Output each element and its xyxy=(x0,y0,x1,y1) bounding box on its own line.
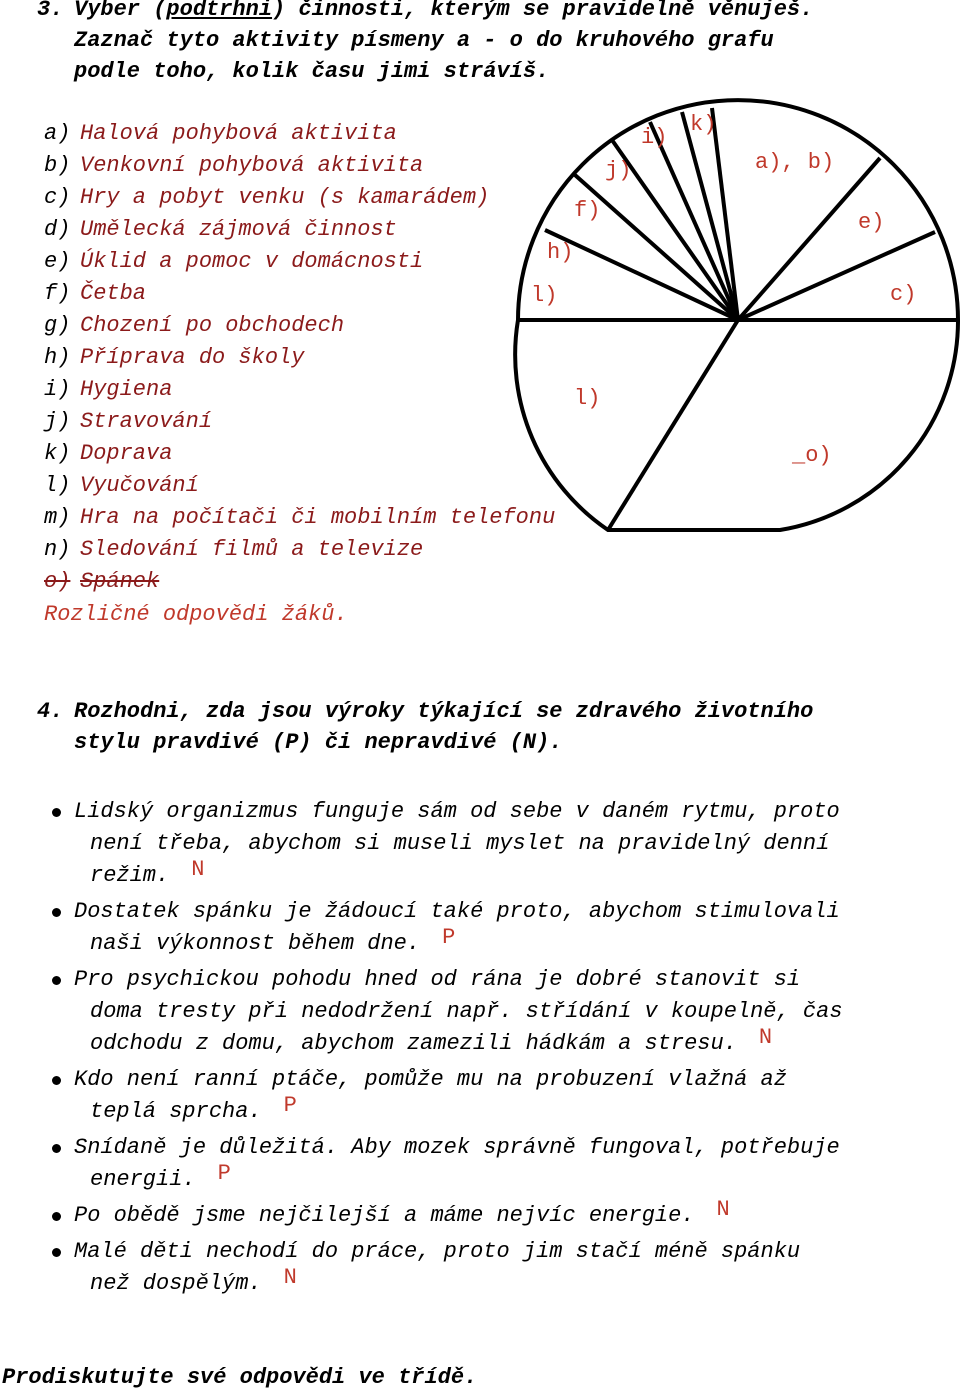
answer-mark: N xyxy=(758,1025,773,1050)
bullet-dot xyxy=(52,808,61,817)
activity-text: Hra na počítači či mobilním telefonu xyxy=(80,505,556,530)
pie-divider xyxy=(738,158,880,320)
answer-mark: P xyxy=(442,925,456,950)
pie-label-f: f) xyxy=(574,198,601,223)
statement-line: než dospělým. N xyxy=(90,1265,297,1296)
pie-label-ab: a), b) xyxy=(755,150,835,175)
statement xyxy=(74,1197,730,1232)
pie-divider xyxy=(575,175,738,320)
bullet-dot xyxy=(52,976,61,985)
task3-line3: podle toho, kolik času jimi strávíš. xyxy=(74,59,550,84)
task4-line1: Rozhodni, zda jsou výroky týkající se zdravého životního xyxy=(74,699,814,724)
bullet-dot xyxy=(52,1212,61,1221)
activity-text: Spánek xyxy=(80,569,160,594)
answer-mark: P xyxy=(283,1093,297,1118)
statement-line: Snídaně je důležitá. Aby mozek správně fungoval, potřebuje xyxy=(74,1135,840,1160)
pie-label-k: k) xyxy=(690,112,717,137)
task4-line2: stylu pravdivé (P) či nepravdivé (N). xyxy=(74,730,563,755)
statement-line: není třeba, abychom si museli myslet na pravidelný denní xyxy=(90,831,830,856)
answer-mark: N xyxy=(191,857,205,882)
answer-mark: N xyxy=(283,1265,297,1290)
activity-letter: e) xyxy=(44,249,71,274)
footer-note: Prodiskutujte své odpovědi ve třídě. xyxy=(2,1365,478,1390)
pie-label-l-bottom: l) xyxy=(574,386,601,411)
underline-word: podtrhni xyxy=(166,0,273,22)
pie-divider xyxy=(608,320,738,530)
activity-text: Umělecká zájmová činnost xyxy=(80,217,397,242)
activity-letter: b) xyxy=(44,153,71,178)
activity-text: Úklid a pomoc v domácnosti xyxy=(80,249,424,274)
statement xyxy=(74,896,840,960)
answer-note: Rozličné odpovědi žáků. xyxy=(44,602,348,627)
activity-text: Doprava xyxy=(80,441,173,466)
activity-text: Hry a pobyt venku (s kamarádem) xyxy=(80,185,490,210)
activity-letter: a) xyxy=(44,121,71,146)
activity-text: Četba xyxy=(80,281,147,306)
pie-label-l-top: l) xyxy=(531,283,558,308)
statement-line: teplá sprcha. P xyxy=(90,1093,297,1124)
pie-label-o: _o) xyxy=(792,443,832,468)
statement-line: energii. P xyxy=(90,1161,231,1192)
activity-letter: m) xyxy=(44,505,71,530)
statement-line: Kdo není ranní ptáče, pomůže mu na probuzení vlažná až xyxy=(74,1067,787,1092)
task4-number: 4. xyxy=(37,699,64,724)
activity-text: Chození po obchodech xyxy=(80,313,345,338)
answer-mark: P xyxy=(217,1161,231,1186)
statement-line: režim. N xyxy=(90,857,205,888)
bullet-dot xyxy=(52,1248,61,1257)
bullet-dot xyxy=(52,1076,61,1085)
pie-label-h: h) xyxy=(547,240,574,265)
activity-letter: h) xyxy=(44,345,71,370)
activity-text: Hygiena xyxy=(80,377,173,402)
activity-letter: g) xyxy=(44,313,71,338)
statement xyxy=(74,964,843,1060)
pie-label-c: c) xyxy=(890,282,917,307)
statement xyxy=(74,796,840,892)
statement-line: Po obědě jsme nejčilejší a máme nejvíc energie. N xyxy=(74,1197,730,1228)
activity-letter: o) xyxy=(44,569,71,594)
activity-text: Venkovní pohybová aktivita xyxy=(80,153,424,178)
activity-letter: j) xyxy=(44,409,71,434)
activity-letter: c) xyxy=(44,185,71,210)
activity-letter: k) xyxy=(44,441,71,466)
activity-letter: l) xyxy=(44,473,71,498)
activity-text: Halová pohybová aktivita xyxy=(80,121,397,146)
statement xyxy=(74,1236,800,1300)
task3-line2: Zaznač tyto aktivity písmeny a - o do kruhového grafu xyxy=(74,28,774,53)
statement xyxy=(74,1132,840,1196)
pie-label-i: i) xyxy=(641,125,668,150)
activity-letter: d) xyxy=(44,217,71,242)
statement xyxy=(74,1064,787,1128)
task4-heading xyxy=(37,696,814,758)
activity-text: Sledování filmů a televize xyxy=(80,537,424,562)
activity-text: Vyučování xyxy=(80,473,199,498)
activity-text: Příprava do školy xyxy=(80,345,305,370)
statement-line: Dostatek spánku je žádoucí také proto, abychom stimulovali xyxy=(74,899,840,924)
statement-line: Lidský organizmus funguje sám od sebe v daném rytmu, proto xyxy=(74,799,840,824)
statement-line: doma tresty při nedodržení např. střídání v koupelně, čas xyxy=(90,999,843,1024)
statement-line: Pro psychickou pohodu hned od rána je dobré stanovit si xyxy=(74,967,801,992)
pie-label-e: e) xyxy=(858,210,885,235)
activity-letter: i) xyxy=(44,377,71,402)
activity-letter: n) xyxy=(44,537,71,562)
statement-line: odchodu z domu, abychom zamezili hádkám a stresu. N xyxy=(90,1025,773,1056)
task3-number: 3. xyxy=(37,0,64,22)
activity-letter: f) xyxy=(44,281,71,306)
activity-text: Stravování xyxy=(80,409,213,434)
task3-line1: Vyber (podtrhni) činnosti, kterým se pravidelně věnuješ. xyxy=(74,0,813,25)
pie-divider xyxy=(545,230,738,320)
answer-mark: N xyxy=(716,1197,730,1222)
pie-label-j: j) xyxy=(605,158,632,183)
bullet-dot xyxy=(52,908,61,917)
statement-line: Malé děti nechodí do práce, proto jim stačí méně spánku xyxy=(74,1239,801,1264)
statement-line: naši výkonnost během dne. P xyxy=(90,925,456,956)
bullet-dot xyxy=(52,1144,61,1153)
